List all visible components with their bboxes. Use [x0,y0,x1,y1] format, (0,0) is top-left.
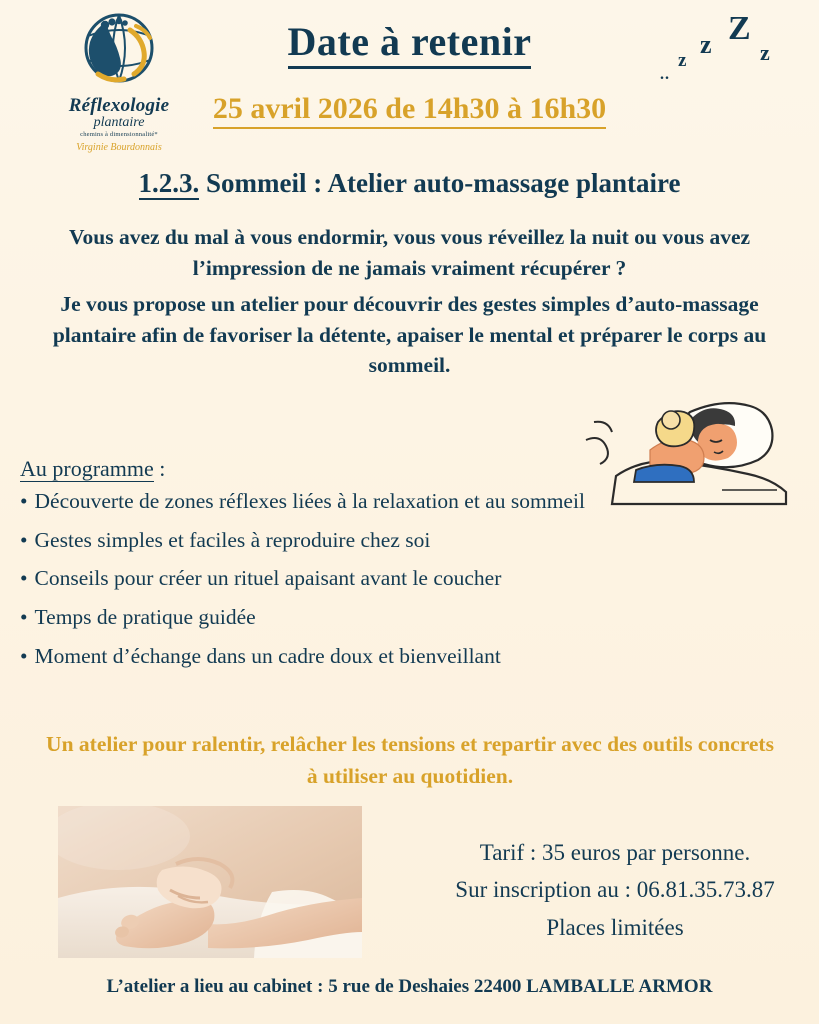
foot-massage-photo [58,806,362,958]
logo-subname: plantaire [93,115,145,130]
list-item [20,645,760,669]
intro-block [18,222,801,387]
event-date-text: 25 avril 2026 de 14h30 à 16h30 [213,92,606,129]
list-item [20,529,760,553]
programme-heading-colon: : [153,456,166,481]
registration-phone: Sur inscription au : 06.81.35.73.87 [455,877,775,903]
list-item-label: Temps de pratique guidée [34,604,256,629]
intro-paragraph-1: Vous avez du mal à vous endormir, vous vous réveillez la nuit ou vous avez l’impression de ne jamais vraiment récupérer ? [68,225,751,280]
sleep-zzz-icon: Z z z z .. [660,10,770,83]
event-subtitle [0,168,819,199]
list-item-label: Découverte de zones réflexes liées à la relaxation et au sommeil [34,489,585,513]
bullet-icon: • [20,643,28,668]
bullet-icon: • [20,489,28,513]
list-item [20,567,760,591]
limited-seats-note: Places limitées [546,914,684,940]
list-item-label: Moment d’échange dans un cadre doux et bienveillant [34,643,501,668]
event-subtitle-rest: Sommeil : Atelier auto-massage plantaire [199,168,681,198]
event-subtitle-prefix: 1.2.3. [138,168,200,198]
programme-block [20,456,760,683]
list-item [20,490,760,514]
programme-list [20,490,760,668]
bullet-icon: • [20,566,28,591]
list-item-label: Conseils pour créer un rituel apaisant avant le coucher [34,566,502,591]
pricing-block [430,834,800,946]
venue-address: L’atelier a lieu au cabinet : 5 rue de Deshaies 22400 LAMBALLE ARMOR [106,976,713,997]
event-date [0,92,819,126]
logo-tagline: chemins à dimensionnalité* [80,131,158,139]
price-line: Tarif : 35 euros par personne. [479,840,751,865]
intro-paragraph-2: Je vous propose un atelier pour découvrir des gestes simples d’auto-massage plantaire afin de favoriser la détente, apaiser le mental et préparer le corps au sommeil. [52,292,767,378]
bullet-icon: • [20,527,28,552]
page-title [0,18,819,65]
logo-name: Réflexologie [68,95,170,116]
page-title-text: Date à retenir [288,19,532,69]
list-item [20,606,760,630]
list-item-label: Gestes simples et faciles à reproduire chez soi [34,527,431,552]
logo-signature: Virginie Bourdonnais [76,142,162,154]
closing-statement: Un atelier pour ralentir, relâcher les tensions et repartir avec des outils concrets à utiliser au quotidien. [46,732,774,789]
bullet-icon: • [20,604,28,629]
programme-heading [20,456,760,482]
programme-heading-label: Au programme [20,456,154,481]
